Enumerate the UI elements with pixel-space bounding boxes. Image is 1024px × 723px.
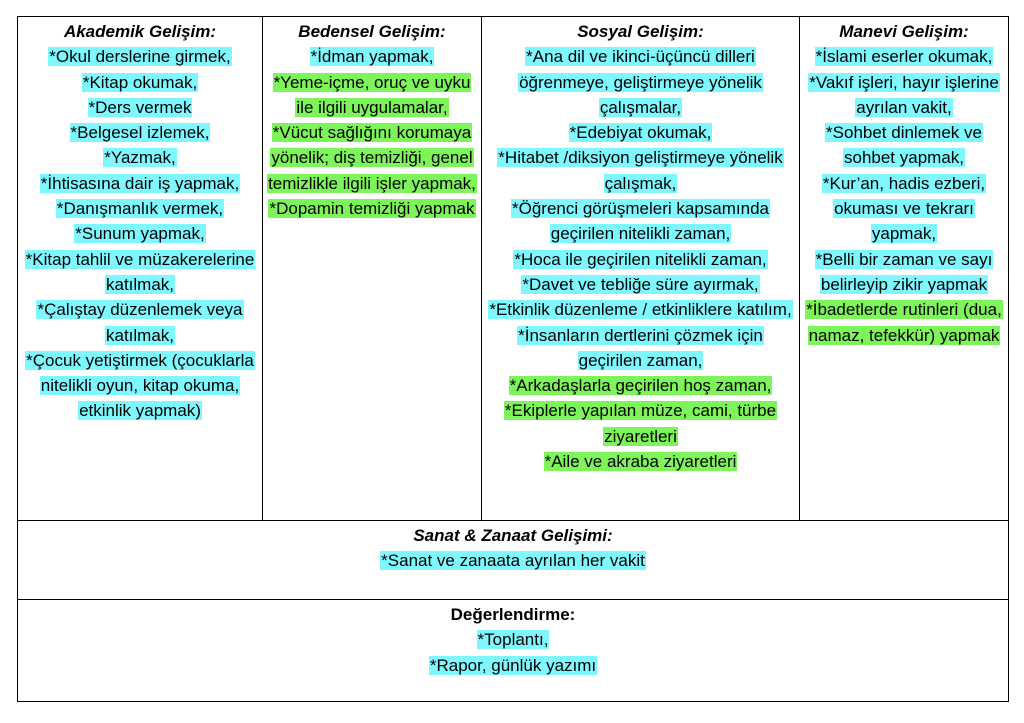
list-item-text: *İslami eserler okumak, <box>815 47 993 67</box>
list-item-text: *Toplantı, <box>477 630 549 650</box>
list-item <box>267 44 477 69</box>
list-item <box>804 297 1004 348</box>
list-item <box>486 398 795 449</box>
list-item <box>22 247 258 298</box>
list-item <box>486 323 795 374</box>
list-item-text: *Ders vermek <box>88 97 192 117</box>
list-item <box>486 449 795 474</box>
list-item <box>486 196 795 247</box>
list-item-text: *İhtisasına dair iş yapmak, <box>40 173 240 193</box>
list-item <box>22 348 258 424</box>
list-item-text: *Sohbet dinlemek ve sohbet yapmak, <box>826 123 982 168</box>
list-item-text: *Hitabet /diksiyon geliştirmeye yönelik çalışmak, <box>498 148 783 193</box>
list-item <box>22 145 258 170</box>
art-row <box>18 521 1009 600</box>
list-item-text: *Edebiyat okumak, <box>569 123 712 143</box>
physical-list <box>267 44 477 221</box>
list-item <box>804 247 1004 298</box>
list-item-text: *İnsanların dertlerini çözmek için geçirilen zaman, <box>518 325 763 370</box>
list-item <box>22 95 258 120</box>
categories-row <box>18 17 1009 521</box>
list-item-text: *Kur’an, hadis ezberi, okuması ve tekrarı yapmak, <box>822 173 986 244</box>
list-item-text: *Sanat ve zanaata ayrılan her vakit <box>381 551 645 571</box>
spiritual-list <box>804 44 1004 348</box>
academic-title: Akademik Gelişim: <box>63 22 217 41</box>
evaluation-row <box>18 600 1009 702</box>
list-item <box>486 297 795 322</box>
list-item <box>486 373 795 398</box>
evaluation-list <box>22 627 1004 678</box>
list-item-text: *Belli bir zaman ve sayı belirleyip zikir yapmak <box>815 249 993 294</box>
list-item <box>267 196 477 221</box>
list-item-text: *Vücut sağlığını korumaya yönelik; diş temizliği, genel temizlikle ilgili işler yapmak, <box>268 123 476 193</box>
list-item <box>22 297 258 348</box>
list-item-text: *Yazmak, <box>104 148 176 168</box>
academic-cell <box>18 17 263 521</box>
list-item <box>22 221 258 246</box>
list-item-text: *İbadetlerde rutinleri (dua, namaz, tefekkür) yapmak <box>806 300 1002 345</box>
list-item-text: *Kitap tahlil ve müzakerelerine katılmak, <box>25 249 255 294</box>
list-item-text: *Vakıf işleri, hayır işlerine ayrılan vakit, <box>809 72 999 117</box>
list-item-text: *Belgesel izlemek, <box>70 123 210 143</box>
list-item <box>22 120 258 145</box>
art-title: Sanat & Zanaat Gelişimi: <box>413 526 613 545</box>
social-cell <box>482 17 800 521</box>
list-item-text: *Etkinlik düzenleme / etkinliklere katılım, <box>489 300 792 320</box>
list-item-text: *İdman yapmak, <box>310 47 434 67</box>
list-item-text: *Danışmanlık vermek, <box>56 199 224 219</box>
list-item <box>486 120 795 145</box>
list-item <box>486 44 795 120</box>
spiritual-cell <box>800 17 1009 521</box>
list-item <box>267 70 477 121</box>
list-item-text: *Aile ve akraba ziyaretleri <box>544 452 737 472</box>
evaluation-title: Değerlendirme: <box>450 605 576 624</box>
development-table <box>17 16 1009 702</box>
list-item-text: *Rapor, günlük yazımı <box>429 655 597 675</box>
list-item <box>267 120 477 196</box>
list-item-text: *Hoca ile geçirilen nitelikli zaman, <box>514 249 767 269</box>
list-item <box>486 145 795 196</box>
list-item-text: *Arkadaşlarla geçirilen hoş zaman, <box>509 376 772 396</box>
list-item-text: *Ekiplerle yapılan müze, cami, türbe ziyaretleri <box>504 401 777 446</box>
evaluation-cell <box>18 600 1009 702</box>
list-item-text: *Çocuk yetiştirmek (çocuklarla nitelikli oyun, kitap okuma, etkinlik yapmak) <box>26 350 254 421</box>
list-item <box>22 70 258 95</box>
list-item-text: *Yeme-içme, oruç ve uyku ile ilgili uygulamalar, <box>273 72 471 117</box>
list-item <box>486 247 795 272</box>
list-item <box>486 272 795 297</box>
social-title: Sosyal Gelişim: <box>577 22 704 41</box>
physical-cell <box>263 17 482 521</box>
list-item <box>804 44 1004 69</box>
list-item-text: *Öğrenci görüşmeleri kapsamında geçirilen nitelikli zaman, <box>511 199 769 244</box>
list-item <box>22 171 258 196</box>
list-item-text: *Çalıştay düzenlemek veya katılmak, <box>37 300 243 345</box>
art-list <box>22 548 1004 573</box>
spiritual-title: Manevi Gelişim: <box>839 22 969 41</box>
list-item <box>22 627 1004 652</box>
list-item-text: *Kitap okumak, <box>82 72 198 92</box>
physical-title: Bedensel Gelişim: <box>298 22 446 41</box>
list-item <box>22 44 258 69</box>
list-item <box>804 171 1004 247</box>
list-item <box>22 653 1004 678</box>
list-item <box>22 196 258 221</box>
art-cell <box>18 521 1009 600</box>
list-item-text: *Dopamin temizliği yapmak <box>269 199 475 219</box>
list-item <box>22 548 1004 573</box>
list-item-text: *Sunum yapmak, <box>75 224 205 244</box>
academic-list <box>22 44 258 423</box>
list-item <box>804 70 1004 121</box>
list-item-text: *Okul derslerine girmek, <box>49 47 231 67</box>
list-item-text: *Davet ve tebliğe süre ayırmak, <box>522 274 759 294</box>
list-item <box>804 120 1004 171</box>
social-list <box>486 44 795 474</box>
list-item-text: *Ana dil ve ikinci-üçüncü dilleri öğrenmeye, geliştirmeye yönelik çalışmalar, <box>519 47 762 117</box>
